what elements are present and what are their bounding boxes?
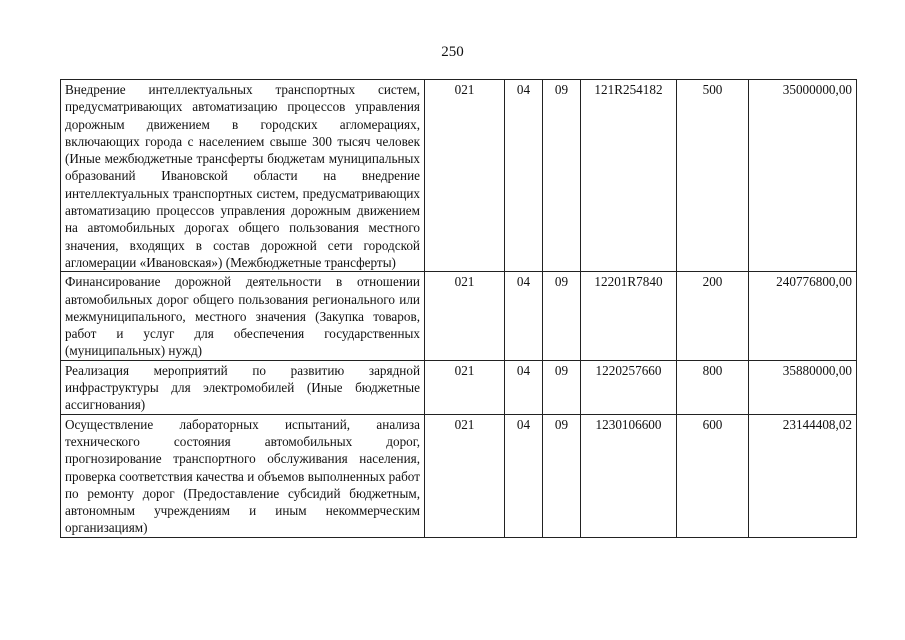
- section-code: 04: [505, 360, 543, 414]
- budget-table: [60, 79, 857, 538]
- section-code: 04: [505, 272, 543, 360]
- expense-type-code: 500: [677, 80, 749, 272]
- ministry-code: 021: [425, 80, 505, 272]
- table-row: [61, 272, 857, 360]
- table-row: [61, 80, 857, 272]
- target-article-code: 121R254182: [581, 80, 677, 272]
- amount-value: 35000000,00: [749, 80, 857, 272]
- section-code: 04: [505, 80, 543, 272]
- section-code: 04: [505, 414, 543, 537]
- subsection-code: 09: [543, 272, 581, 360]
- target-article-code: 1220257660: [581, 360, 677, 414]
- subsection-code: 09: [543, 80, 581, 272]
- expense-type-code: 200: [677, 272, 749, 360]
- ministry-code: 021: [425, 272, 505, 360]
- target-article-code: 1230106600: [581, 414, 677, 537]
- ministry-code: 021: [425, 360, 505, 414]
- expense-description: Финансирование дорожной деятельности в отношении автомобильных дорог общего пользования регионального или межмуниципального, местного значения (Закупка товаров, работ и услуг для обеспечения государственных (муниципальных) нужд): [61, 272, 425, 360]
- expense-type-code: 600: [677, 414, 749, 537]
- ministry-code: 021: [425, 414, 505, 537]
- target-article-code: 12201R7840: [581, 272, 677, 360]
- expense-description: Осуществление лабораторных испытаний, анализа технического состояния автомобильных дорог, прогнозирование транспортного обслуживания населения, проверка соответствия качества и объемов выполненных работ по ремонту дорог (Предоставление субсидий бюджетным, автономным учреждениям и иным некоммерческим организациям): [61, 414, 425, 537]
- amount-value: 35880000,00: [749, 360, 857, 414]
- table-row: [61, 414, 857, 537]
- page-number: 250: [441, 44, 464, 60]
- expense-type-code: 800: [677, 360, 749, 414]
- subsection-code: 09: [543, 414, 581, 537]
- expense-description: Реализация мероприятий по развитию зарядной инфраструктуры для электромобилей (Иные бюджетные ассигнования): [61, 360, 425, 414]
- amount-value: 240776800,00: [749, 272, 857, 360]
- subsection-code: 09: [543, 360, 581, 414]
- table-row: [61, 360, 857, 414]
- amount-value: 23144408,02: [749, 414, 857, 537]
- expense-description: Внедрение интеллектуальных транспортных систем, предусматривающих автоматизацию процессов управления дорожным движением в городских агломерациях, включающих города с населением свыше 300 тысяч человек (Иные межбюджетные трансферты бюджетам муниципальных образований Ивановской области на внедрение интеллектуальных транспортных систем, предусматривающих автоматизацию процессов управления дорожным движением на автомобильных дорогах общего пользования местного значения, входящих в состав дорожной сети городской агломерации «Ивановская») (Межбюджетные трансферты): [61, 80, 425, 272]
